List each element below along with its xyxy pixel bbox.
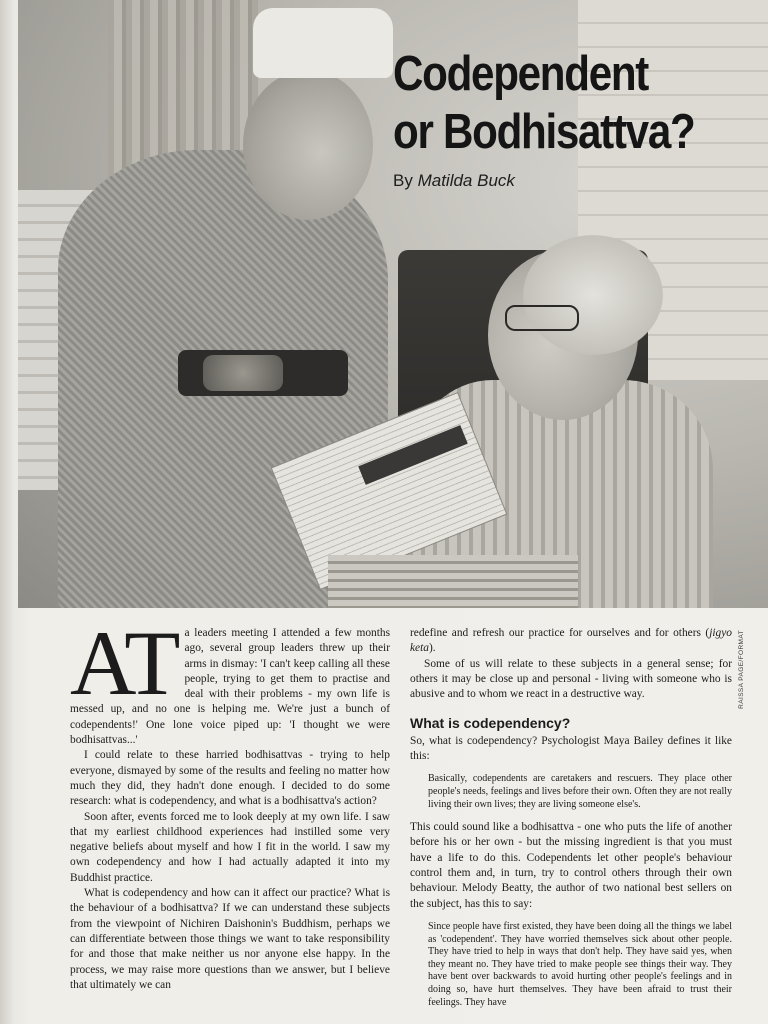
- article-header: [393, 45, 763, 191]
- paragraph: Soon after, events forced me to look deeply at my own life. I saw that my earliest childhood experiences had instilled some very negative beliefs about myself and how I fit in the world. I saw my own codependency and how I had actually adapted it into my Buddhist practice.: [70, 810, 390, 884]
- section-heading: What is codependency?: [410, 715, 571, 732]
- paragraph: What is codependency and how can it affect our practice? What is the behaviour of a bodhisattva? If we can understand these subjects from the viewpoint of Nichiren Daishonin's Buddhism, perhaps we can differentiate between those things we want to take responsibility for and those that make neither us nor anyone else happy. In the process, we may raise more questions than we answer, but I believe that ultimately we can: [70, 887, 390, 991]
- photo-nurse-cap: [253, 8, 393, 78]
- paragraph: Some of us will relate to these subjects in a general sense; for others it may be close up and personal - living with someone who is abusive and to whom we react in a destructive way.: [410, 657, 732, 701]
- drop-cap: AT: [70, 612, 179, 714]
- paragraph: [410, 626, 732, 657]
- text-column-right: [410, 626, 732, 1018]
- photo-belt-buckle: [203, 355, 283, 391]
- photo-credit: RAISSA PAGE/FORMAT: [738, 630, 745, 709]
- paragraph: So, what is codependency? Psychologist Maya Bailey defines it like this:: [410, 734, 732, 763]
- paragraph: This could sound like a bodhisattva - one who puts the life of another before his or her own - but the missing ingredient is that you must have a life to do this. Codependents let other people's behaviour control them and, in turn, try to control others through their own behaviour. Melody Beatty, the author of two national best sellers on the subject, has this to say:: [410, 821, 732, 910]
- byline: [393, 171, 763, 191]
- text-column-left: [70, 612, 390, 993]
- photo-glasses: [505, 305, 579, 331]
- paragraph-text: ).: [428, 642, 436, 655]
- photo-nurse-head: [243, 70, 373, 220]
- paragraph: a leaders meeting I attended a few months ago, several group leaders threw up their arms in dismay: 'I can't keep calling all these people, trying to get them to practise and deal with their problems - my own life is messed up, and no one is helping me. We're just a bunch of codependents!' One lone voice piped up: 'I thought we were bodhisattvas...': [70, 627, 390, 747]
- title-line-2: or Bodhisattva?: [393, 105, 695, 159]
- italic-term: jigyo keta: [410, 627, 732, 655]
- block-quote: Basically, codependents are caretakers and rescuers. They place other people's needs, feelings and lives before their own. Often they are not really living their own lives; they are living someone else's.: [428, 773, 732, 810]
- byline-prefix: By: [393, 171, 413, 190]
- photo-cushion: [328, 555, 578, 608]
- photo-elderly-woman-hair: [523, 235, 663, 355]
- block-quote: Since people have first existed, they have been doing all the things we label as 'codependent'. They have worried themselves sick about other people. They have tried to help in ways that don't help. They have said yes, when they meant no. They have tried to make people see things their way. They have bent over backwards to avoid hurting other people's feelings and in doing so, have hurt themselves. They have been afraid to trust their feelings. They have: [428, 920, 732, 1008]
- title-line-1: Codependent: [393, 47, 649, 101]
- author-name: Matilda Buck: [417, 171, 515, 190]
- article-title: [393, 45, 711, 161]
- paragraph-text: redefine and refresh our practice for ourselves and for others (: [410, 627, 710, 639]
- paragraph: I could relate to these harried bodhisattvas - trying to help everyone, dismayed by some of the results and feeling no matter how much they did, they hadn't done enough. I decided to do some research: what is codependency, and what is a bodhisattva's action?: [70, 749, 390, 808]
